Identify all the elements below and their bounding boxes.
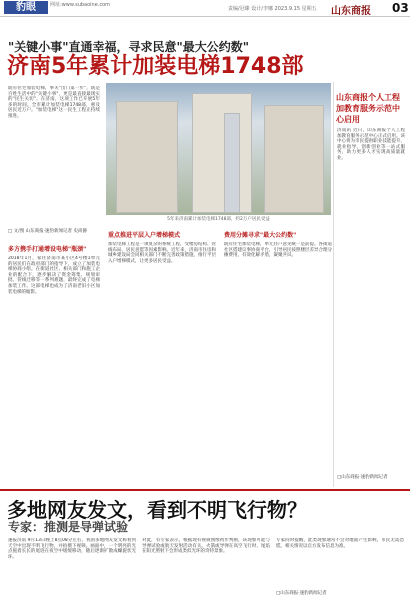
photo-building-center — [192, 93, 252, 213]
lead-kicker: "关键小事"直通幸福，寻求民意"最大公约数" — [8, 40, 250, 54]
lead-body-1: 2018年1月，家住济南市某小区4号楼1单元的居民们在政府部门的指导下，成立了加装电梯协商小组。在街道社区、相关部门和施工企业的配合下，逐步解决了资金筹集、规划审批、管线迁移等一系列难题，最终完成了电梯加装工作。这部电梯也成为了济南老旧小区加装电梯的缩影。 — [8, 256, 100, 295]
second-body-3: 专家同时提醒，此类现象通常不会对地面产生影响，市民无需恐慌。相关情况以官方发布信息为准。 — [276, 538, 404, 549]
lead-headline: 济南5年累计加装电梯1748部 — [7, 54, 304, 79]
lead-intro: 既有住宅加装电梯，事关"出门第一步"，既是百姓生活中的"关键小事"，更是最直接最现实的"民生关切"。在济南，这项工作已开展5年多的时间。全市累计加装电梯1748部，惠及居民近万户。"加装电梯"这一民生工程正持续推进。 — [8, 86, 100, 119]
side-headline: 山东商报个人工程加教育服务示范中心启用 — [336, 93, 400, 124]
photo-caption: 5年来济南累计加装电梯1748部，约2万户居民受益 — [167, 217, 270, 222]
photo-building-right — [264, 105, 324, 213]
side-byline: □山东商报·速豹新闻记者 — [337, 475, 388, 480]
lead-byline: □ 文/图 山东商报·速豹新闻记者 史尚静 — [8, 229, 87, 234]
column-divider — [333, 82, 334, 487]
masthead-logo: 豹眼 — [4, 1, 48, 14]
page-number: 03 — [392, 1, 409, 15]
photo-elevator-shaft — [224, 113, 240, 213]
lead-subhead-1: 多方携手打通增设电梯"瓶颈" — [8, 246, 87, 253]
section-divider — [0, 489, 410, 491]
side-body: 济南讯 近日，山东商报个人工程加教育服务示范中心正式启用。该中心将为市民提供职业技能提升、就业指导、创新创业等一站式服务，助力更多人才实现高质量就业。 — [337, 128, 405, 161]
mid-body-1: 加装电梯工程是一项复杂的系统工程，受楼房结构、管线布局、居民意愿等因素影响。近年来，济南市住房和城乡建设局会同相关部门不断完善政策措施，推行平层入户增梯模式，让更多居民受益。 — [108, 242, 216, 264]
second-body-1: 速报济南 9月13日晚上8点08分左右，我国多地网友发文称看到天空中出现不明飞行物，并拍摄下视频。画面中，一个明亮的光点拖着长长的尾迹在夜空中缓缓移动，随后逐渐扩散成螺旋状光环。 — [8, 538, 136, 560]
section-name: 山东商报 — [331, 6, 371, 17]
mid-subhead-2: 费用分摊寻求"最大公约数" — [224, 232, 297, 239]
second-deck: 专家：推测是导弹试验 — [8, 520, 129, 534]
second-body-2: 对此，有专家表示，根据现有视频图像初步判断，该现象可能与导弹试验或航天发射活动有关。火箭或导弹在高空飞行时，尾焰在阳光照射下会形成类似光环的奇特景象。 — [142, 538, 270, 555]
site-url: 网址:www.subaoine.com — [50, 2, 111, 8]
second-byline: □山东商报·速豹新闻记者 — [276, 591, 327, 596]
second-headline: 多地网友发文，看到不明飞行物？ — [7, 498, 307, 522]
issue-meta: 责编/冠臻 设计/李娜 2023.9.15 星期五 — [228, 6, 317, 12]
mid-subhead-1: 重点推进平层入户增梯模式 — [108, 232, 181, 239]
lead-photo — [106, 83, 331, 215]
mid-body-2: 既有住宅加装电梯，单元住户意见统一是前提。各街道社区搭建议事协商平台，引导居民按照楼层差异合理分摊费用，有效化解矛盾，凝聚共识。 — [224, 242, 332, 259]
page-header — [0, 0, 410, 17]
photo-building-left — [116, 101, 178, 213]
